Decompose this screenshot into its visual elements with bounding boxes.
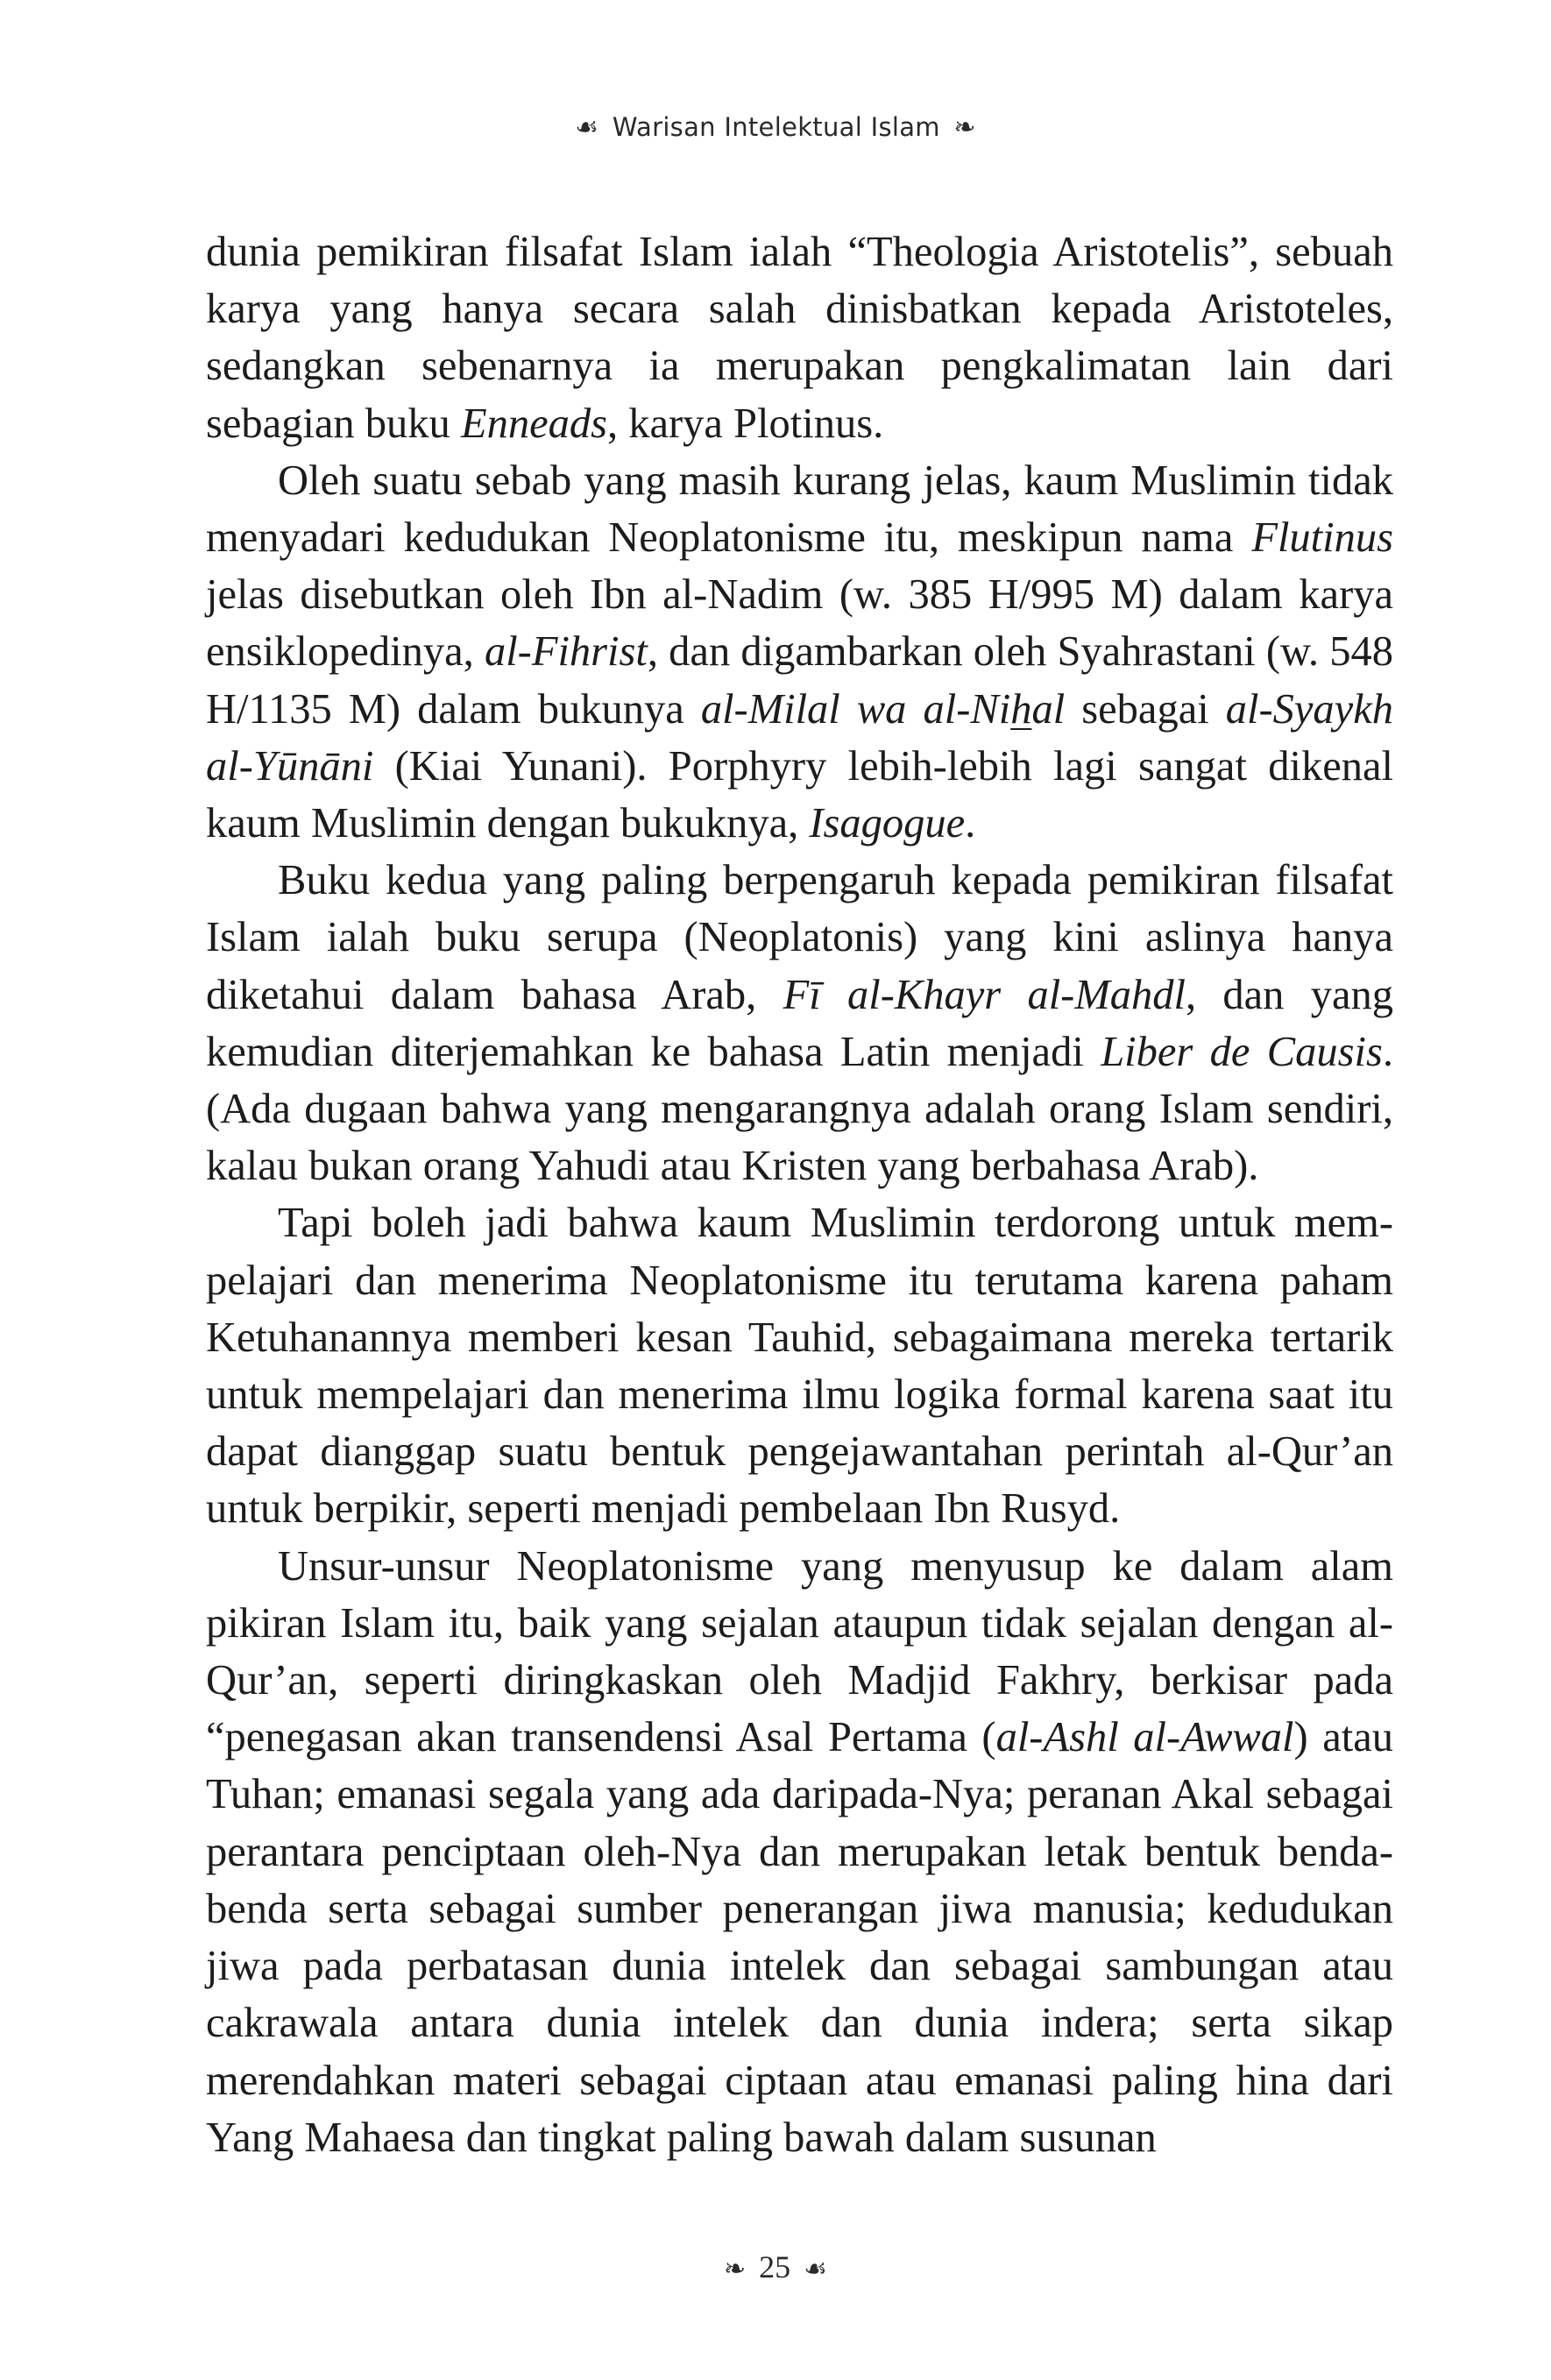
page-footer (0, 2249, 1551, 2285)
text-run: . (Ada dugaan bahwa yang mengarangnya adalah orang Islam sendiri, kalau bukan orang Yahudi atau Kristen yang berbahasa Arab). (206, 1028, 1393, 1190)
text-run: , karya Plotinus. (606, 400, 884, 447)
running-header-title: Warisan Intelektual Islam (612, 112, 940, 142)
text-run: dunia pemikiran filsafat Islam ialah “Theologia Aristotelis”, sebuah karya yang hanya secara salah dinisbatkan kepada Aristoteles, sedangkan sebenarnya ia merupakan pengkalimatan lain dari sebagian buku (206, 229, 1393, 447)
ornament-left-icon: ☙ (575, 112, 599, 143)
ornament-right-icon: ❧ (953, 112, 976, 143)
footer-ornament-right-icon: ☙ (804, 2254, 828, 2284)
text-run: , dan digambarkan oleh Syahrastani (w. 548 H/1135 M) dalam bukunya (206, 628, 1393, 733)
text-run: . (965, 800, 976, 847)
italic-text: al-Milal wa al-Ni (700, 685, 1011, 733)
text-run: ) atau Tuhan; emanasi segala yang ada daripada-Nya; peranan Akal sebagai perantara penciptaan oleh-Nya dan merupakan letak bentuk benda-benda serta sebagai sumber penerangan jiwa manusia; kedudukan jiwa pada perbatasan dunia intelek dan sebagai sambungan atau cakrawala antara dunia intelek dan dunia indera; serta sikap merendahkan materi sebagai ciptaan atau emanasi paling hina dari Yang Mahaesa dan tingkat paling bawah dalam susunan (206, 1714, 1393, 2161)
italic-text: Fī al-Khayr al-Mahdl (783, 971, 1186, 1018)
paragraph (206, 1194, 1393, 1537)
italic-text: al (1031, 685, 1066, 733)
text-run: Buku kedua yang paling berpengaruh kepada pemikiran filsafat Islam ialah buku serupa (Neoplatonis) yang kini aslinya hanya diketahui dalam bahasa Arab, (206, 857, 1393, 1018)
footer-ornament-left-icon: ❧ (723, 2254, 747, 2284)
paragraph (206, 452, 1393, 852)
italic-text: al-Syaykh al-Yūnāni (206, 685, 1393, 790)
body-text (206, 223, 1393, 2166)
text-run: Unsur-unsur Neoplatonisme yang menyusup ke dalam alam pikiran Islam itu, baik yang sejalan ataupun tidak sejalan dengan al-Qur’an, seperti diringkaskan oleh Madjid Fakhry, berkisar pada “penegasan akan transendensi Asal Pertama ( (206, 1542, 1393, 1761)
italic-text: Isagogue (809, 800, 966, 847)
italic-text: al-Fihrist (484, 628, 648, 676)
italic-text: Enneads (460, 400, 607, 447)
text-run: jelas disebutkan oleh Ibn al-Nadim (w. 385 H/995 M) dalam karya ensiklopedinya, (206, 571, 1393, 676)
italic-text: al-Ashl al-Awwal (995, 1714, 1294, 1761)
paragraph (206, 852, 1393, 1194)
text-run: Tapi boleh jadi bahwa kaum Muslimin terdorong untuk mem-pelajari dan menerima Neoplatonisme itu terutama karena paham Ketuhanannya memberi kesan Tauhid, sebagaimana mereka tertarik untuk mempelajari dan menerima ilmu logika formal karena saat itu dapat dianggap suatu bentuk pengejawantahan perintah al-Qur’an untuk berpikir, seperti menjadi pembelaan Ibn Rusyd. (206, 1200, 1393, 1533)
italic-text: Liber de Causis (1101, 1028, 1383, 1075)
paragraph (206, 223, 1393, 452)
italic-text: Flutinus (1251, 514, 1393, 562)
text-run: , dan yang kemudian diterjemahkan ke bahasa Latin menjadi (206, 971, 1394, 1075)
paragraph (206, 1538, 1393, 2166)
text-run: sebagai (1065, 685, 1226, 733)
running-header (0, 112, 1551, 143)
page-number: 25 (759, 2249, 791, 2284)
text-run: (Kiai Yunani). Porphyry lebih-lebih lagi sangat dikenal kaum Muslimin dengan bukuknya, (206, 742, 1393, 847)
underlined-italic-text: h (1010, 685, 1032, 733)
text-run: Oleh suatu sebab yang masih kurang jelas, kaum Muslimin tidak menyadari kedudukan Neoplatonisme itu, meskipun nama (206, 457, 1393, 562)
